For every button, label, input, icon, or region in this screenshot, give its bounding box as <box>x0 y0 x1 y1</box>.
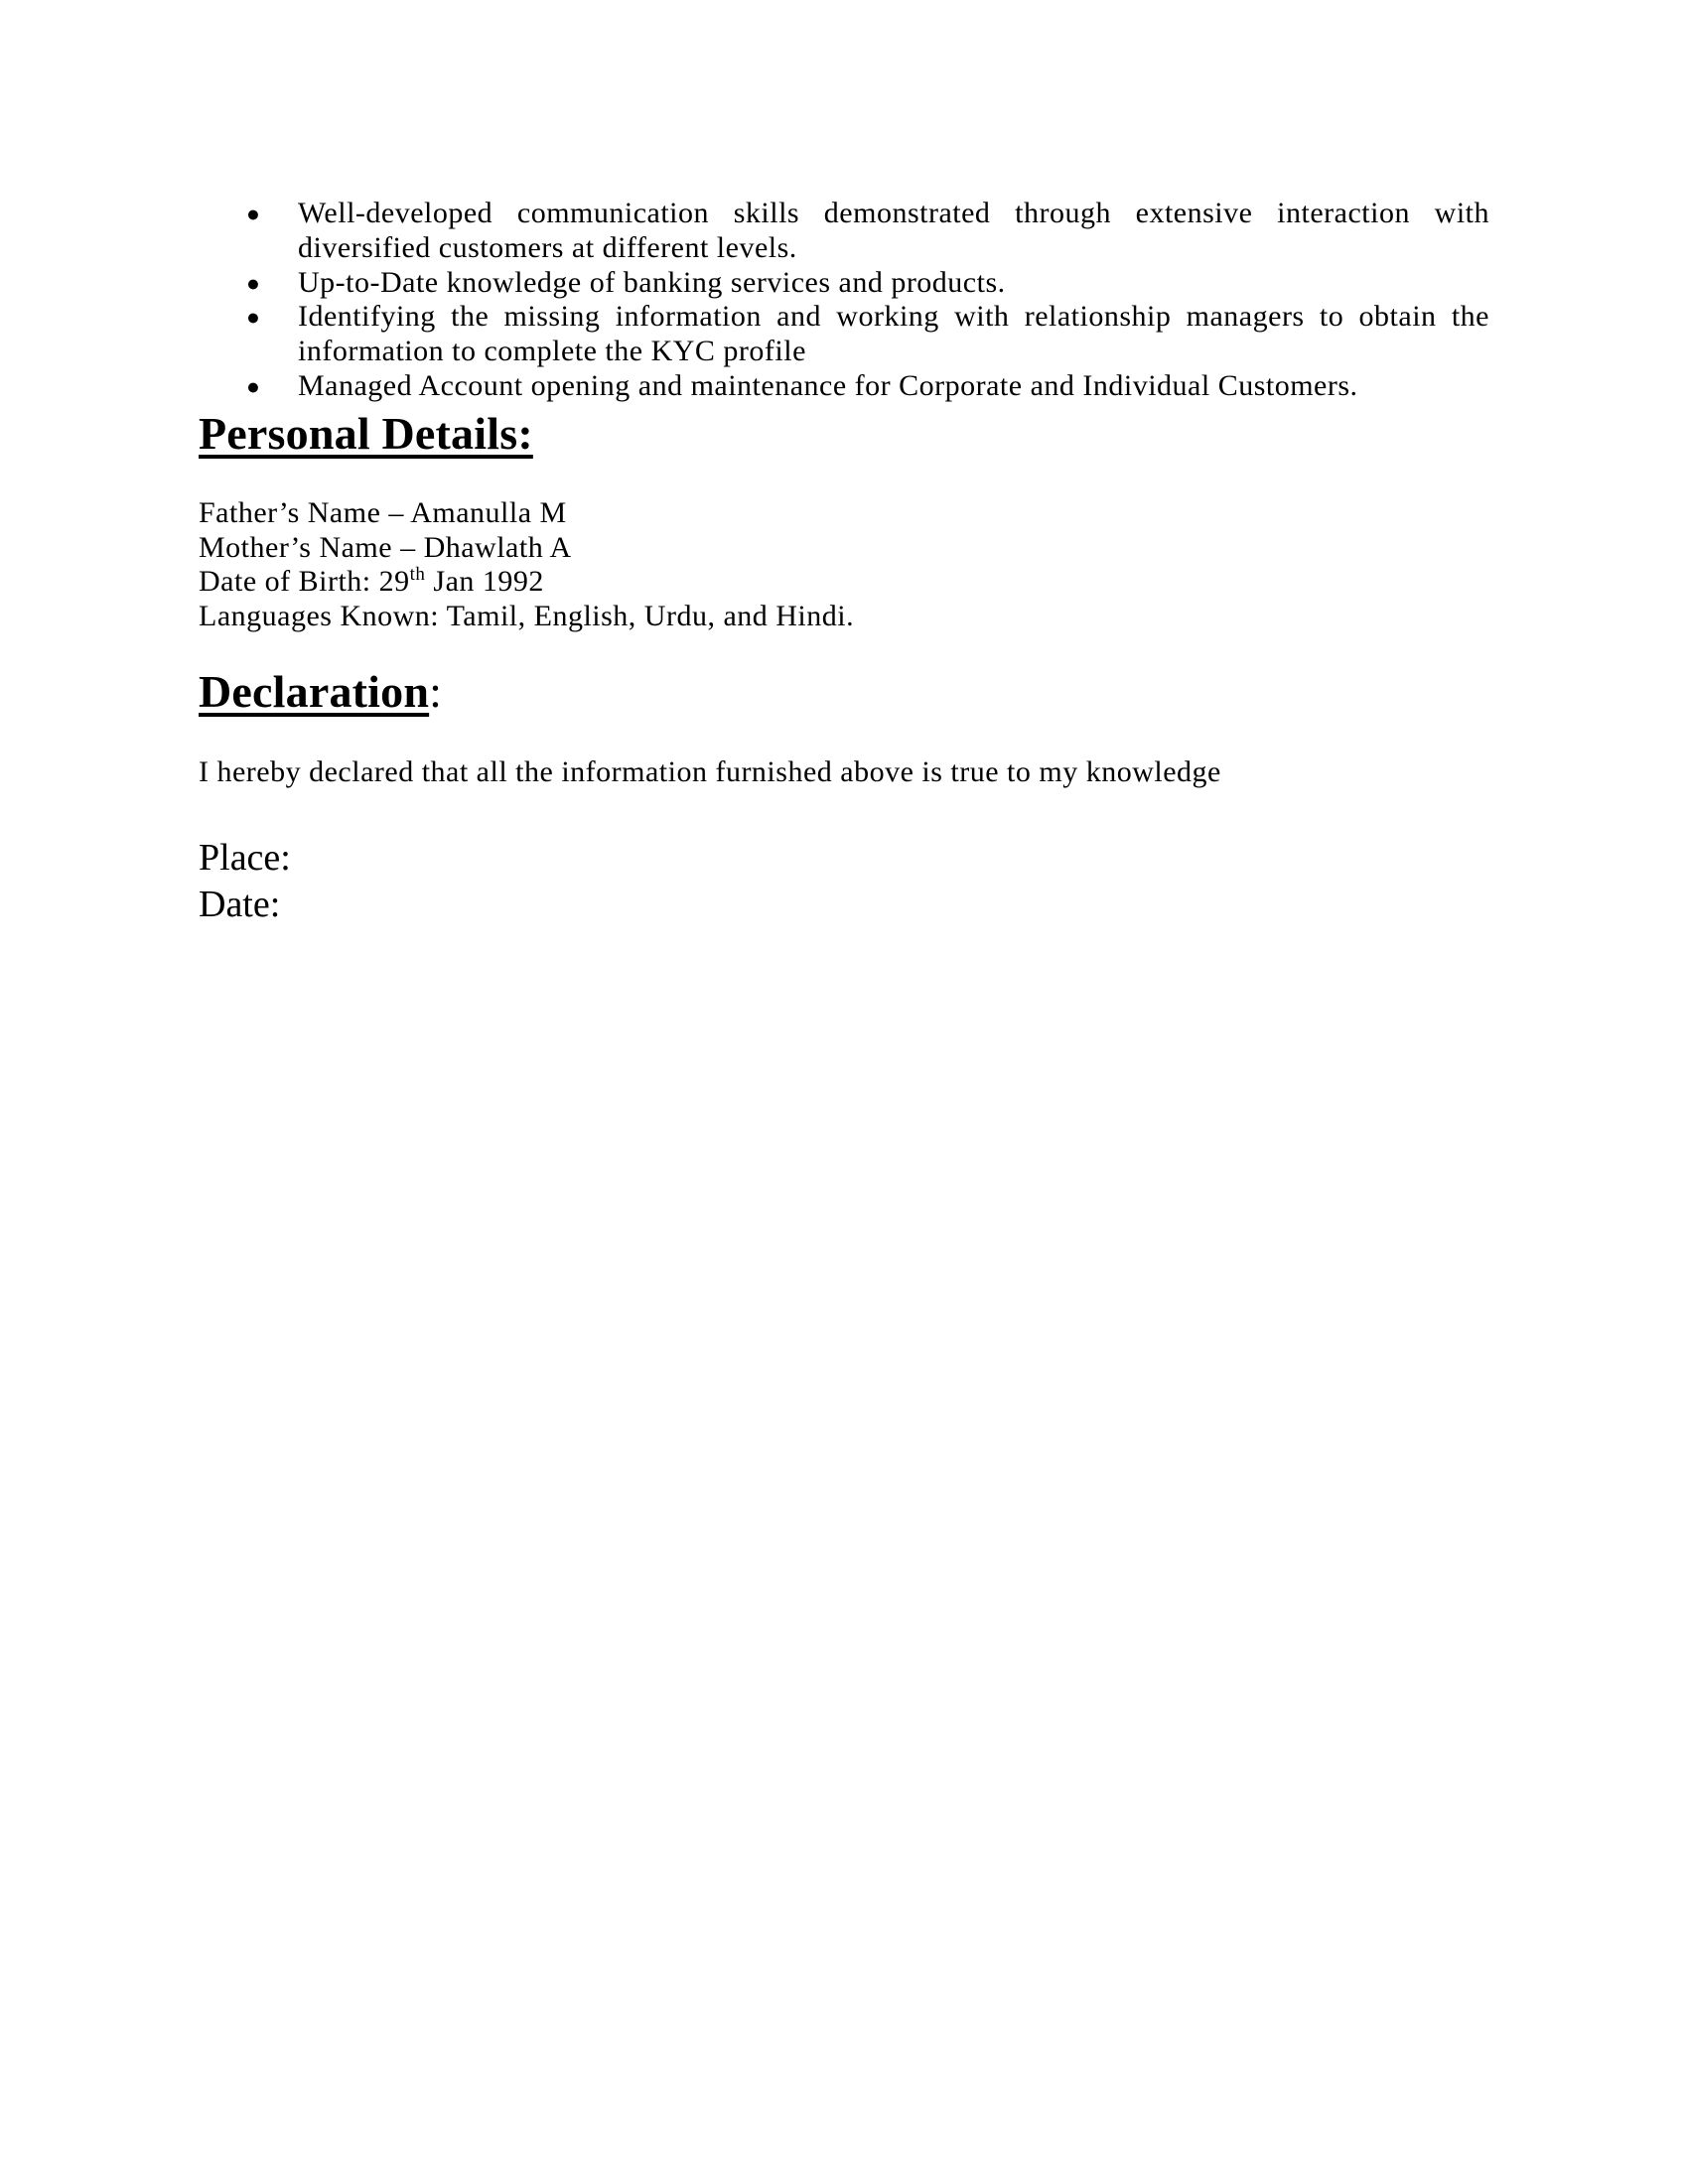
bullet-item <box>199 197 1489 266</box>
personal-details-heading <box>199 406 1489 461</box>
place-label: Place: <box>199 836 291 879</box>
declaration-heading-colon: : <box>429 665 443 717</box>
date-label: Date: <box>199 883 281 925</box>
father-name-line: Father’s Name – Amanulla M <box>199 495 567 529</box>
bullet-icon: ● <box>246 270 260 296</box>
mother-name-line: Mother’s Name – Dhawlath A <box>199 530 572 564</box>
closing-block <box>199 835 1489 928</box>
bullet-item <box>199 369 1489 404</box>
bullet-text: Well-developed communication skills demonstrated through extensive interaction with diversified customers at different levels. <box>298 197 1489 264</box>
bullet-text: Up-to-Date knowledge of banking services and products. <box>298 265 1006 299</box>
dob-ordinal-suffix: th <box>409 564 426 586</box>
personal-details-block <box>199 496 1489 634</box>
page-content <box>199 0 1489 928</box>
bullet-icon: ● <box>246 373 260 399</box>
personal-details-heading-text: Personal Details: <box>199 407 533 459</box>
bullet-icon: ● <box>246 202 260 226</box>
bullet-item <box>199 266 1489 301</box>
declaration-text: I hereby declared that all the information furnished above is true to my knowledge <box>199 754 1221 788</box>
declaration-heading-text: Declaration <box>199 665 430 717</box>
languages-known-line: Languages Known: Tamil, English, Urdu, and Hindi. <box>199 600 855 633</box>
dob-prefix: Date of Birth: 29 <box>199 565 410 599</box>
bullet-text: Managed Account opening and maintenance for Corporate and Individual Customers. <box>298 368 1358 402</box>
bullet-item <box>199 300 1489 369</box>
declaration-heading <box>199 664 1489 719</box>
skills-bullet-list <box>199 197 1489 404</box>
bullet-text: Identifying the missing information and working with relationship managers to obtain the information to complete the KYC profile <box>298 300 1489 368</box>
bullet-icon: ● <box>246 305 260 331</box>
dob-suffix: Jan 1992 <box>425 565 544 599</box>
date-of-birth-line <box>199 565 1489 600</box>
